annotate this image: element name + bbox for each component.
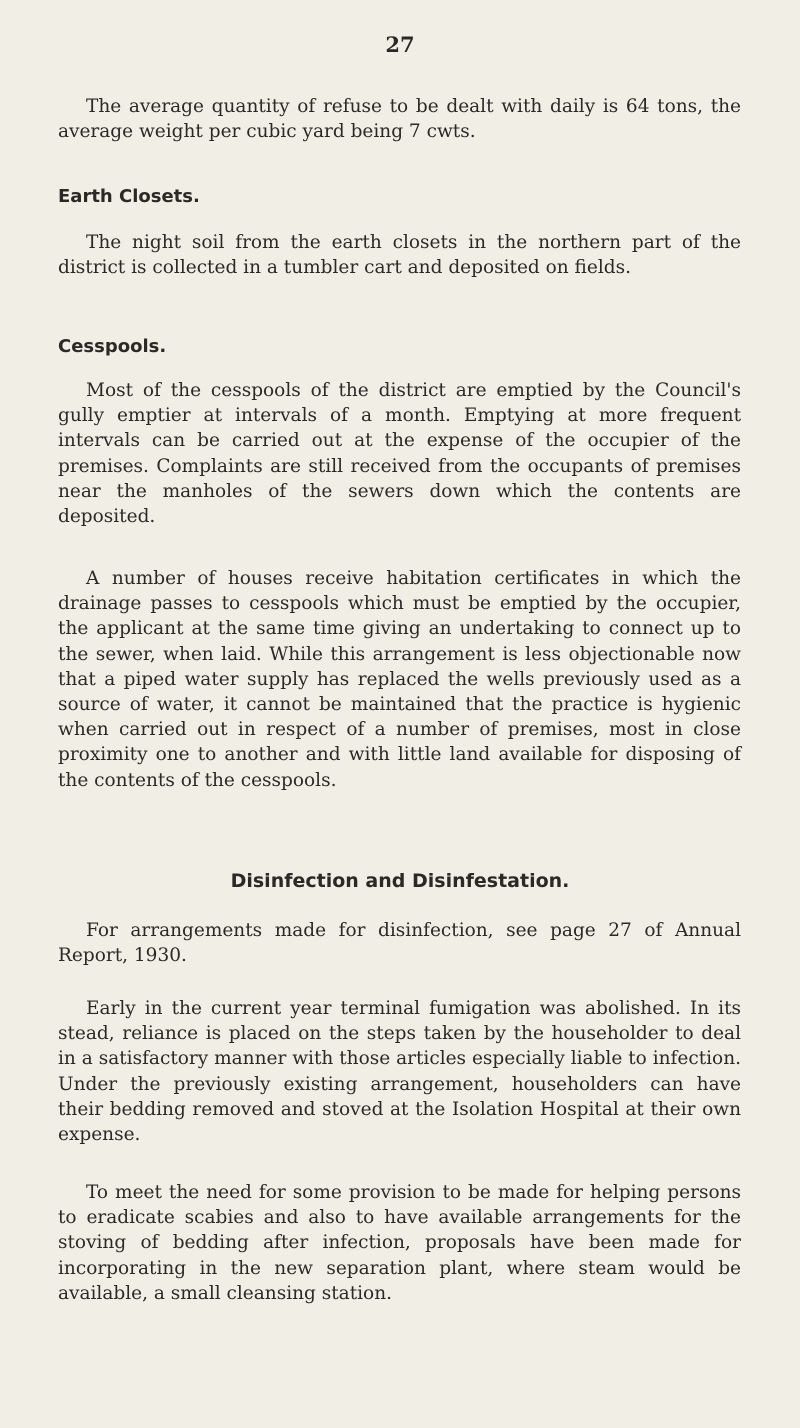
earth-closets-heading: Earth Closets. bbox=[58, 186, 200, 207]
cesspools-heading: Cesspools. bbox=[58, 336, 167, 357]
page-number: 27 bbox=[385, 32, 415, 57]
refuse-quantity-paragraph: The average quantity of refuse to be dealt with daily is 64 tons, the average weight per cubic yard being 7 cwts. bbox=[58, 96, 741, 143]
disinfection-paragraph-1: For arrangements made for disinfection, see page 27 of Annual Report, 1930. bbox=[58, 920, 741, 967]
earth-closets-paragraph: The night soil from the earth closets in the northern part of the district is collected in a tumbler cart and deposited on fields. bbox=[58, 232, 741, 279]
cesspools-paragraph-1: Most of the cesspools of the district are emptied by the Council's gully emptier at intervals of a month. Emptying at more frequent intervals can be carried out at the expense of the occupier of the premises. Complaints are still received from the occupants of premises near the manholes of the sewers down which the contents are deposited. bbox=[58, 380, 741, 528]
disinfection-paragraph-3: To meet the need for some provision to be made for helping persons to eradicate scabies and also to have available arrangements for the stoving of bedding after infection, proposals have been made for incorporating in the new separation plant, where steam would be available, a small cleansing station. bbox=[58, 1182, 741, 1304]
disinfection-heading: Disinfection and Disinfestation. bbox=[230, 870, 570, 892]
disinfection-paragraph-2: Early in the current year terminal fumigation was abolished. In its stead, reliance is placed on the steps taken by the householder to deal in a satisfactory manner with those articles especially liable to infection. Under the previously existing arrangement, householders can have their bedding removed and stoved at the Isolation Hospital at their own expense. bbox=[58, 998, 741, 1146]
cesspools-paragraph-2: A number of houses receive habitation certificates in which the drainage passes to cesspools which must be emptied by the occupier, the applicant at the same time giving an undertaking to connect up to the sewer, when laid. While this arrangement is less objectionable now that a piped water supply has replaced the wells previously used as a source of water, it cannot be maintained that the practice is hygienic when carried out in respect of a number of premises, most in close proximity one to another and with little land available for disposing of the contents of the cesspools. bbox=[58, 568, 741, 791]
